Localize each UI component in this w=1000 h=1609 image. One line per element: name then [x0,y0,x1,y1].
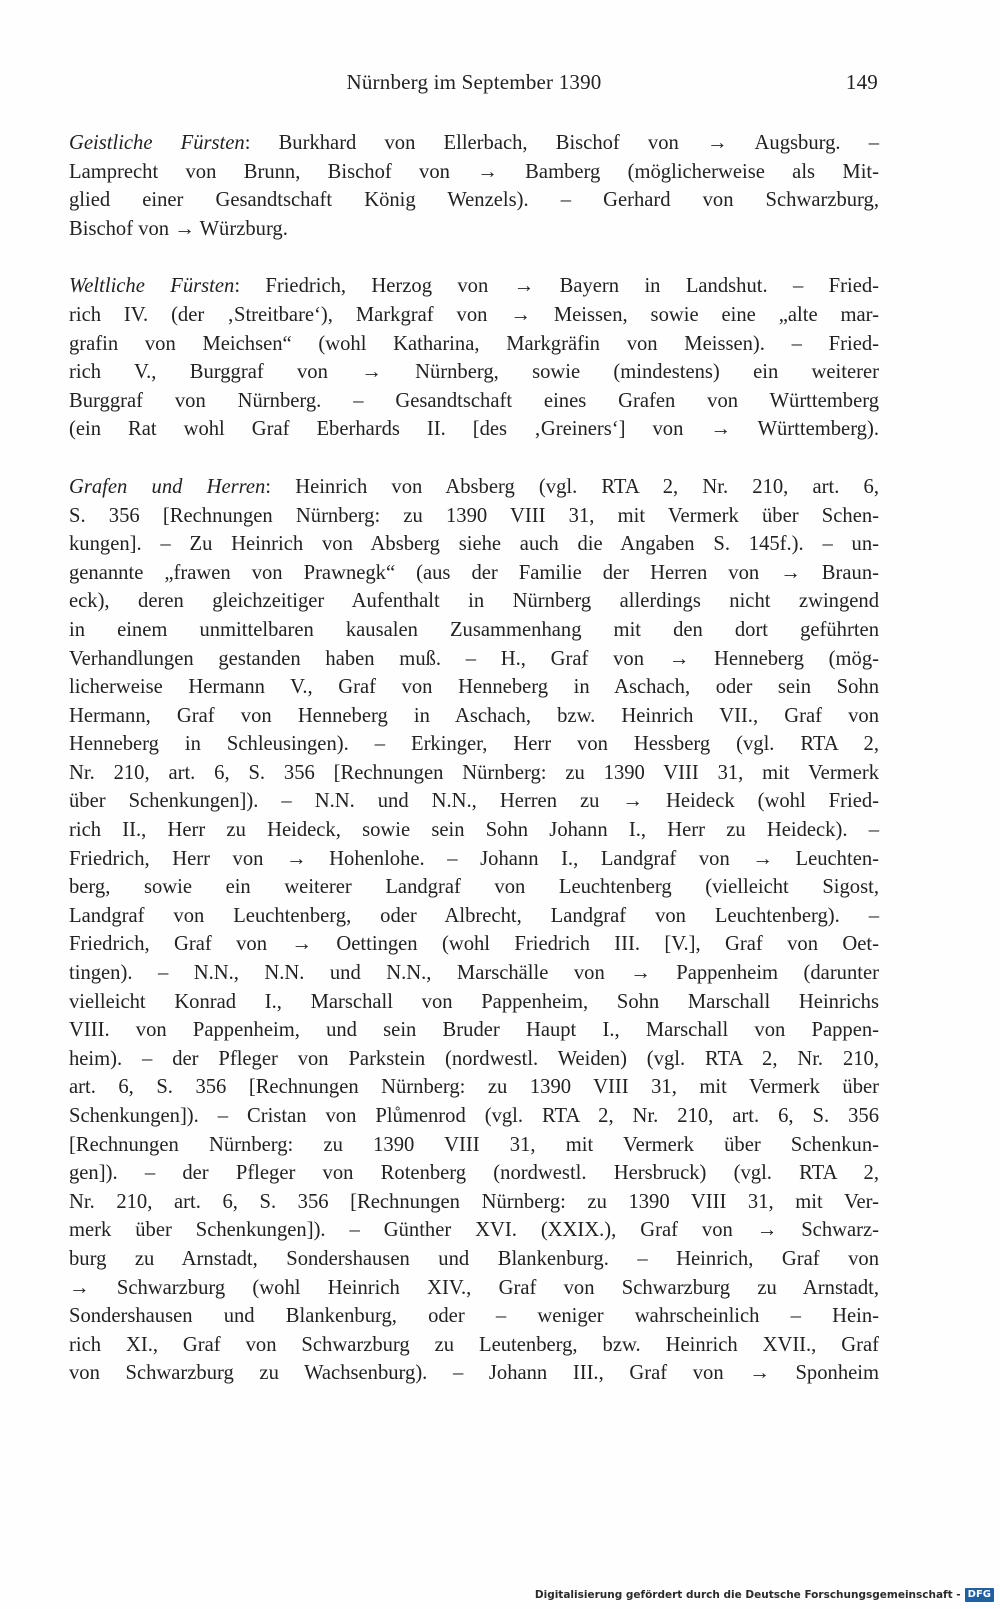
text-line: tingen). – N.N., N.N. und N.N., Marschälle von → Pappenheim (darunter [69,962,879,985]
running-header [70,70,878,100]
text-line: Landgraf von Leuchtenberg, oder Albrecht, Landgraf von Leuchtenberg). – [69,904,879,927]
text-line: Burggraf von Nürnberg. – Gesandtschaft eines Grafen von Württemberg [69,389,879,412]
line-text: : Burkhard von Ellerbach, Bischof von → Augsburg. – [244,132,879,154]
text-line: Friedrich, Graf von → Oettingen (wohl Friedrich III. [V.], Graf von Oet- [69,933,879,956]
text-line: heim). – der Pfleger von Parkstein (nordwestl. Weiden) (vgl. RTA 2, Nr. 210, [69,1047,879,1070]
text-line: vielleicht Konrad I., Marschall von Pappenheim, Sohn Marschall Heinrichs [69,990,879,1013]
text-line: grafin von Meichsen“ (wohl Katharina, Markgräfin von Meissen). – Fried- [69,332,879,355]
text-line: art. 6, S. 356 [Rechnungen Nürnberg: zu 1390 VIII 31, mit Vermerk über [69,1076,879,1099]
text-line: burg zu Arnstadt, Sondershausen und Blankenburg. – Heinrich, Graf von [69,1247,879,1270]
section-heading: Geistliche Fürsten [69,132,245,154]
text-line: in einem unmittelbaren kausalen Zusammenhang mit den dort geführten [69,618,879,641]
text-line: Nr. 210, art. 6, S. 356 [Rechnungen Nürnberg: zu 1390 VIII 31, mit Vermerk [69,761,879,784]
text-line: kungen]. – Zu Heinrich von Absberg siehe auch die Angaben S. 145f.). – un- [69,533,879,556]
text-line: → Schwarzburg (wohl Heinrich XIV., Graf von Schwarzburg zu Arnstadt, [69,1276,879,1299]
text-line: Schenkungen]). – Cristan von Plůmenrod (vgl. RTA 2, Nr. 210, art. 6, S. 356 [69,1105,879,1127]
digitization-credit [535,1587,994,1603]
text-line: (ein Rat wohl Graf Eberhards II. [des ‚Greiners‘] von → Württemberg). [69,418,879,441]
text-line: berg, sowie ein weiterer Landgraf von Leuchtenberg (vielleicht Sigost, [69,876,879,899]
text-line: rich XI., Graf von Schwarzburg zu Leutenberg, bzw. Heinrich XVII., Graf [69,1333,879,1356]
section-heading: Weltliche Fürsten [69,275,235,298]
text-line: genannte „frawen von Prawnegk“ (aus der Familie der Herren von → Braun- [69,561,879,584]
text-line: rich V., Burggraf von → Nürnberg, sowie (mindestens) ein weiterer [69,361,879,384]
credit-text: Digitalisierung gefördert durch die Deutsche Forschungsgemeinschaft - [534,1589,961,1601]
text-line: rich IV. (der ‚Streitbare‘), Markgraf von → Meissen, sowie eine „alte mar- [69,303,879,326]
running-title: Nürnberg im September 1390 [346,70,602,94]
text-line: Bischof von → Würzburg. [69,217,288,240]
text-line [69,473,879,502]
text-line: Nr. 210, art. 6, S. 356 [Rechnungen Nürnberg: zu 1390 VIII 31, mit Ver- [69,1190,879,1213]
text-line: Lamprecht von Brunn, Bischof von → Bamberg (möglicherweise als Mit- [69,160,879,183]
dfg-logo-icon: DFG [965,1588,994,1602]
text-line: [Rechnungen Nürnberg: zu 1390 VIII 31, mit Vermerk über Schenkun- [69,1133,879,1156]
section-grafen-und-herren [69,473,879,1388]
body-text [69,129,879,1388]
section-geistliche-fuersten [69,129,879,243]
text-line: VIII. von Pappenheim, und sein Bruder Haupt I., Marschall von Pappen- [69,1019,879,1042]
text-line: merk über Schenkungen]). – Günther XVI. (XXIX.), Graf von → Schwarz- [69,1219,879,1242]
text-line: licherweise Hermann V., Graf von Henneberg in Aschach, oder sein Sohn [69,676,879,699]
line-text: : Heinrich von Absberg (vgl. RTA 2, Nr. 210, art. 6, [265,475,879,498]
text-line: Henneberg in Schleusingen). – Erkinger, Herr von Hessberg (vgl. RTA 2, [69,733,879,756]
text-line: glied einer Gesandtschaft König Wenzels). – Gerhard von Schwarzburg, [69,189,879,212]
page-number: 149 [845,70,878,94]
text-line: Verhandlungen gestanden haben muß. – H., Graf von → Henneberg (mög- [69,647,879,670]
section-heading: Grafen und Herren [69,475,266,498]
text-line: Sondershausen und Blankenburg, oder – weniger wahrscheinlich – Hein- [69,1305,879,1328]
text-line: rich II., Herr zu Heideck, sowie sein Sohn Johann I., Herr zu Heideck). – [69,819,879,842]
text-line: eck), deren gleichzeitiger Aufenthalt in Nürnberg allerdings nicht zwingend [69,590,879,613]
text-line: S. 356 [Rechnungen Nürnberg: zu 1390 VIII 31, mit Vermerk über Schen- [69,504,879,527]
text-line: Hermann, Graf von Henneberg in Aschach, bzw. Heinrich VII., Graf von [69,704,879,727]
section-weltliche-fuersten [69,272,879,444]
text-line [69,272,879,301]
text-line [69,129,879,158]
text-line: über Schenkungen]). – N.N. und N.N., Herren zu → Heideck (wohl Fried- [69,790,879,813]
text-line: gen]). – der Pfleger von Rotenberg (nordwestl. Hersbruck) (vgl. RTA 2, [69,1162,879,1185]
text-line: von Schwarzburg zu Wachsenburg). – Johann III., Graf von → Sponheim [69,1362,879,1385]
text-line: Friedrich, Herr von → Hohenlohe. – Johann I., Landgraf von → Leuchten- [69,847,879,870]
line-text: : Friedrich, Herzog von → Bayern in Landshut. – Fried- [234,275,879,298]
